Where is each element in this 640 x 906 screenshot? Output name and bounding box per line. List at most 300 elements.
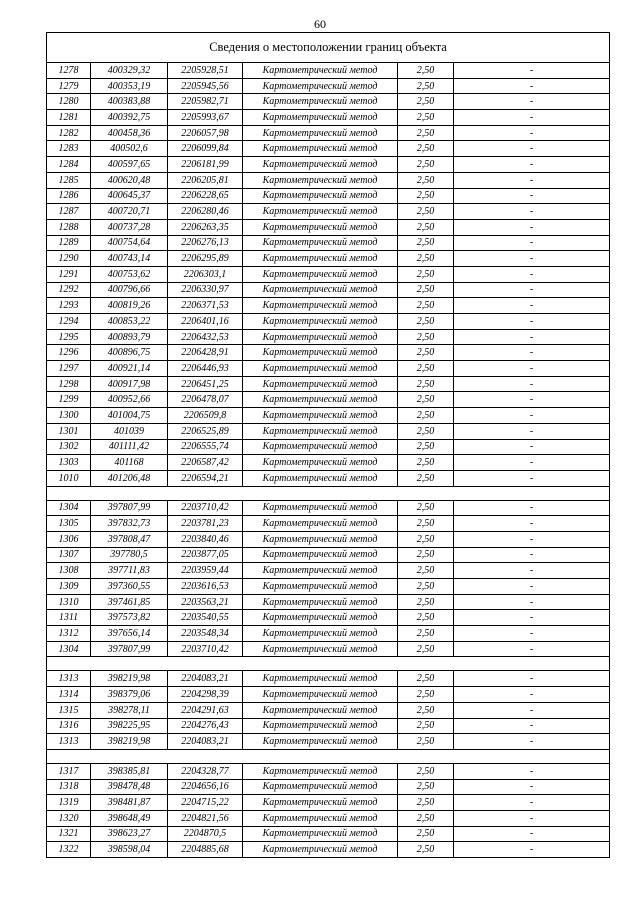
x-coordinate-cell: 398481,87	[91, 795, 168, 811]
point-number-cell: 1294	[47, 314, 91, 330]
table-row	[47, 779, 610, 795]
y-coordinate-cell: 2206509,8	[168, 408, 243, 424]
table-row	[47, 110, 610, 126]
method-cell: Картометрический метод	[243, 702, 398, 718]
precision-cell: 2,50	[398, 345, 454, 361]
table-row	[47, 810, 610, 826]
note-cell: -	[454, 547, 610, 563]
table-row	[47, 641, 610, 657]
y-coordinate-cell: 2206525,89	[168, 423, 243, 439]
point-number-cell: 1311	[47, 610, 91, 626]
point-number-cell: 1299	[47, 392, 91, 408]
note-cell: -	[454, 734, 610, 750]
point-number-cell: 1316	[47, 718, 91, 734]
note-cell: -	[454, 641, 610, 657]
x-coordinate-cell: 400392,75	[91, 110, 168, 126]
point-number-cell: 1313	[47, 671, 91, 687]
y-coordinate-cell: 2205928,51	[168, 63, 243, 79]
x-coordinate-cell: 400819,26	[91, 298, 168, 314]
y-coordinate-cell: 2203840,46	[168, 531, 243, 547]
x-coordinate-cell: 398598,04	[91, 842, 168, 858]
table-row	[47, 547, 610, 563]
point-number-cell: 1300	[47, 408, 91, 424]
method-cell: Картометрический метод	[243, 531, 398, 547]
x-coordinate-cell: 401168	[91, 455, 168, 471]
table-row	[47, 172, 610, 188]
table-row	[47, 63, 610, 79]
table-row	[47, 251, 610, 267]
point-number-cell: 1292	[47, 282, 91, 298]
method-cell: Картометрический метод	[243, 298, 398, 314]
x-coordinate-cell: 400917,98	[91, 376, 168, 392]
table-row	[47, 826, 610, 842]
method-cell: Картометрический метод	[243, 329, 398, 345]
x-coordinate-cell: 398225,95	[91, 718, 168, 734]
x-coordinate-cell: 397461,85	[91, 594, 168, 610]
y-coordinate-cell: 2204083,21	[168, 671, 243, 687]
note-cell: -	[454, 531, 610, 547]
x-coordinate-cell: 398219,98	[91, 734, 168, 750]
x-coordinate-cell: 400893,79	[91, 329, 168, 345]
y-coordinate-cell: 2206451,25	[168, 376, 243, 392]
precision-cell: 2,50	[398, 610, 454, 626]
note-cell: -	[454, 110, 610, 126]
point-number-cell: 1305	[47, 516, 91, 532]
x-coordinate-cell: 401111,42	[91, 439, 168, 455]
x-coordinate-cell: 401004,75	[91, 408, 168, 424]
method-cell: Картометрический метод	[243, 563, 398, 579]
note-cell: -	[454, 500, 610, 516]
x-coordinate-cell: 400645,37	[91, 188, 168, 204]
note-cell: -	[454, 314, 610, 330]
precision-cell: 2,50	[398, 626, 454, 642]
method-cell: Картометрический метод	[243, 172, 398, 188]
precision-cell: 2,50	[398, 204, 454, 220]
y-coordinate-cell: 2206594,21	[168, 470, 243, 486]
y-coordinate-cell: 2204276,43	[168, 718, 243, 734]
point-number-cell: 1278	[47, 63, 91, 79]
note-cell: -	[454, 361, 610, 377]
x-coordinate-cell: 400754,64	[91, 235, 168, 251]
precision-cell: 2,50	[398, 842, 454, 858]
precision-cell: 2,50	[398, 376, 454, 392]
method-cell: Картометрический метод	[243, 455, 398, 471]
method-cell: Картометрический метод	[243, 842, 398, 858]
method-cell: Картометрический метод	[243, 779, 398, 795]
note-cell: -	[454, 594, 610, 610]
table-row	[47, 734, 610, 750]
method-cell: Картометрический метод	[243, 594, 398, 610]
method-cell: Картометрический метод	[243, 687, 398, 703]
x-coordinate-cell: 398623,27	[91, 826, 168, 842]
y-coordinate-cell: 2206276,13	[168, 235, 243, 251]
method-cell: Картометрический метод	[243, 188, 398, 204]
precision-cell: 2,50	[398, 516, 454, 532]
precision-cell: 2,50	[398, 94, 454, 110]
point-number-cell: 1293	[47, 298, 91, 314]
method-cell: Картометрический метод	[243, 516, 398, 532]
table-row	[47, 266, 610, 282]
x-coordinate-cell: 400896,75	[91, 345, 168, 361]
x-coordinate-cell: 400329,32	[91, 63, 168, 79]
method-cell: Картометрический метод	[243, 204, 398, 220]
precision-cell: 2,50	[398, 455, 454, 471]
method-cell: Картометрический метод	[243, 266, 398, 282]
precision-cell: 2,50	[398, 63, 454, 79]
method-cell: Картометрический метод	[243, 610, 398, 626]
note-cell: -	[454, 516, 610, 532]
x-coordinate-cell: 400597,65	[91, 157, 168, 173]
x-coordinate-cell: 400383,88	[91, 94, 168, 110]
note-cell: -	[454, 298, 610, 314]
note-cell: -	[454, 204, 610, 220]
point-number-cell: 1289	[47, 235, 91, 251]
point-number-cell: 1288	[47, 219, 91, 235]
x-coordinate-cell: 397360,55	[91, 579, 168, 595]
table-row	[47, 298, 610, 314]
x-coordinate-cell: 400737,28	[91, 219, 168, 235]
note-cell: -	[454, 219, 610, 235]
table-row	[47, 125, 610, 141]
table-row	[47, 563, 610, 579]
method-cell: Картометрический метод	[243, 219, 398, 235]
point-number-cell: 1322	[47, 842, 91, 858]
page-number: 60	[314, 17, 326, 31]
method-cell: Картометрический метод	[243, 579, 398, 595]
precision-cell: 2,50	[398, 671, 454, 687]
note-cell: -	[454, 702, 610, 718]
note-cell: -	[454, 455, 610, 471]
precision-cell: 2,50	[398, 439, 454, 455]
table-row	[47, 219, 610, 235]
table-row	[47, 610, 610, 626]
point-number-cell: 1304	[47, 500, 91, 516]
table-row	[47, 188, 610, 204]
note-cell: -	[454, 563, 610, 579]
x-coordinate-cell: 398478,48	[91, 779, 168, 795]
method-cell: Картометрический метод	[243, 826, 398, 842]
note-cell: -	[454, 810, 610, 826]
precision-cell: 2,50	[398, 702, 454, 718]
note-cell: -	[454, 826, 610, 842]
point-number-cell: 1290	[47, 251, 91, 267]
y-coordinate-cell: 2203540,55	[168, 610, 243, 626]
note-cell: -	[454, 157, 610, 173]
note-cell: -	[454, 251, 610, 267]
x-coordinate-cell: 400796,66	[91, 282, 168, 298]
note-cell: -	[454, 78, 610, 94]
table-row	[47, 594, 610, 610]
precision-cell: 2,50	[398, 810, 454, 826]
method-cell: Картометрический метод	[243, 795, 398, 811]
y-coordinate-cell: 2203959,44	[168, 563, 243, 579]
point-number-cell: 1291	[47, 266, 91, 282]
table-row	[47, 687, 610, 703]
y-coordinate-cell: 2206280,46	[168, 204, 243, 220]
method-cell: Картометрический метод	[243, 157, 398, 173]
method-cell: Картометрический метод	[243, 141, 398, 157]
method-cell: Картометрический метод	[243, 94, 398, 110]
point-number-cell: 1287	[47, 204, 91, 220]
x-coordinate-cell: 397656,14	[91, 626, 168, 642]
x-coordinate-cell: 400952,66	[91, 392, 168, 408]
precision-cell: 2,50	[398, 266, 454, 282]
y-coordinate-cell: 2206057,98	[168, 125, 243, 141]
table-row	[47, 763, 610, 779]
x-coordinate-cell: 400753,62	[91, 266, 168, 282]
point-number-cell: 1309	[47, 579, 91, 595]
x-coordinate-cell: 397832,73	[91, 516, 168, 532]
x-coordinate-cell: 397573,82	[91, 610, 168, 626]
note-cell: -	[454, 842, 610, 858]
table-row	[47, 470, 610, 486]
precision-cell: 2,50	[398, 547, 454, 563]
point-number-cell: 1312	[47, 626, 91, 642]
method-cell: Картометрический метод	[243, 763, 398, 779]
method-cell: Картометрический метод	[243, 251, 398, 267]
x-coordinate-cell: 398278,11	[91, 702, 168, 718]
method-cell: Картометрический метод	[243, 470, 398, 486]
method-cell: Картометрический метод	[243, 63, 398, 79]
note-cell: -	[454, 188, 610, 204]
point-number-cell: 1295	[47, 329, 91, 345]
note-cell: -	[454, 408, 610, 424]
point-number-cell: 1298	[47, 376, 91, 392]
method-cell: Картометрический метод	[243, 78, 398, 94]
x-coordinate-cell: 398385,81	[91, 763, 168, 779]
table-row	[47, 408, 610, 424]
precision-cell: 2,50	[398, 141, 454, 157]
note-cell: -	[454, 329, 610, 345]
y-coordinate-cell: 2206446,93	[168, 361, 243, 377]
precision-cell: 2,50	[398, 763, 454, 779]
method-cell: Картометрический метод	[243, 314, 398, 330]
table-row	[47, 141, 610, 157]
x-coordinate-cell: 400458,36	[91, 125, 168, 141]
x-coordinate-cell: 397711,83	[91, 563, 168, 579]
precision-cell: 2,50	[398, 329, 454, 345]
table-row	[47, 361, 610, 377]
point-number-cell: 1318	[47, 779, 91, 795]
point-number-cell: 1304	[47, 641, 91, 657]
method-cell: Картометрический метод	[243, 641, 398, 657]
table-row	[47, 204, 610, 220]
note-cell: -	[454, 172, 610, 188]
table-row	[47, 531, 610, 547]
y-coordinate-cell: 2204298,39	[168, 687, 243, 703]
point-number-cell: 1301	[47, 423, 91, 439]
table-row	[47, 423, 610, 439]
method-cell: Картометрический метод	[243, 376, 398, 392]
y-coordinate-cell: 2206303,1	[168, 266, 243, 282]
method-cell: Картометрический метод	[243, 500, 398, 516]
table-row	[47, 718, 610, 734]
table-row	[47, 702, 610, 718]
y-coordinate-cell: 2206478,07	[168, 392, 243, 408]
precision-cell: 2,50	[398, 579, 454, 595]
boundary-coordinates-table	[46, 32, 610, 858]
method-cell: Картометрический метод	[243, 547, 398, 563]
y-coordinate-cell: 2206432,53	[168, 329, 243, 345]
note-cell: -	[454, 282, 610, 298]
point-number-cell: 1279	[47, 78, 91, 94]
y-coordinate-cell: 2206587,42	[168, 455, 243, 471]
y-coordinate-cell: 2206263,35	[168, 219, 243, 235]
group-separator-row	[47, 749, 610, 763]
x-coordinate-cell: 397780,5	[91, 547, 168, 563]
point-number-cell: 1282	[47, 125, 91, 141]
y-coordinate-cell: 2204885,68	[168, 842, 243, 858]
method-cell: Картометрический метод	[243, 361, 398, 377]
y-coordinate-cell: 2203710,42	[168, 500, 243, 516]
table-row	[47, 78, 610, 94]
note-cell: -	[454, 235, 610, 251]
group-separator-cell	[47, 486, 610, 500]
x-coordinate-cell: 398219,98	[91, 671, 168, 687]
x-coordinate-cell: 398379,06	[91, 687, 168, 703]
note-cell: -	[454, 141, 610, 157]
note-cell: -	[454, 610, 610, 626]
note-cell: -	[454, 626, 610, 642]
x-coordinate-cell: 398648,49	[91, 810, 168, 826]
x-coordinate-cell: 400502,6	[91, 141, 168, 157]
precision-cell: 2,50	[398, 125, 454, 141]
precision-cell: 2,50	[398, 392, 454, 408]
method-cell: Картометрический метод	[243, 110, 398, 126]
y-coordinate-cell: 2204328,77	[168, 763, 243, 779]
point-number-cell: 1317	[47, 763, 91, 779]
precision-cell: 2,50	[398, 172, 454, 188]
precision-cell: 2,50	[398, 423, 454, 439]
y-coordinate-cell: 2205993,67	[168, 110, 243, 126]
point-number-cell: 1296	[47, 345, 91, 361]
y-coordinate-cell: 2204870,5	[168, 826, 243, 842]
x-coordinate-cell: 397807,99	[91, 500, 168, 516]
note-cell: -	[454, 779, 610, 795]
table-row	[47, 235, 610, 251]
point-number-cell: 1281	[47, 110, 91, 126]
method-cell: Картометрический метод	[243, 671, 398, 687]
point-number-cell: 1302	[47, 439, 91, 455]
group-separator-cell	[47, 749, 610, 763]
method-cell: Картометрический метод	[243, 125, 398, 141]
table-title-row	[47, 33, 610, 63]
point-number-cell: 1314	[47, 687, 91, 703]
method-cell: Картометрический метод	[243, 439, 398, 455]
y-coordinate-cell: 2203616,53	[168, 579, 243, 595]
y-coordinate-cell: 2203548,34	[168, 626, 243, 642]
precision-cell: 2,50	[398, 219, 454, 235]
x-coordinate-cell: 400620,48	[91, 172, 168, 188]
method-cell: Картометрический метод	[243, 810, 398, 826]
note-cell: -	[454, 763, 610, 779]
table-row	[47, 345, 610, 361]
point-number-cell: 1320	[47, 810, 91, 826]
precision-cell: 2,50	[398, 361, 454, 377]
y-coordinate-cell: 2205982,71	[168, 94, 243, 110]
point-number-cell: 1319	[47, 795, 91, 811]
point-number-cell: 1285	[47, 172, 91, 188]
precision-cell: 2,50	[398, 563, 454, 579]
table-row	[47, 439, 610, 455]
method-cell: Картометрический метод	[243, 282, 398, 298]
precision-cell: 2,50	[398, 718, 454, 734]
note-cell: -	[454, 795, 610, 811]
precision-cell: 2,50	[398, 734, 454, 750]
x-coordinate-cell: 400743,14	[91, 251, 168, 267]
point-number-cell: 1310	[47, 594, 91, 610]
precision-cell: 2,50	[398, 594, 454, 610]
y-coordinate-cell: 2203710,42	[168, 641, 243, 657]
precision-cell: 2,50	[398, 641, 454, 657]
table-row	[47, 500, 610, 516]
x-coordinate-cell: 400720,71	[91, 204, 168, 220]
table-row	[47, 579, 610, 595]
precision-cell: 2,50	[398, 188, 454, 204]
table-row	[47, 516, 610, 532]
method-cell: Картометрический метод	[243, 734, 398, 750]
point-number-cell: 1313	[47, 734, 91, 750]
y-coordinate-cell: 2206205,81	[168, 172, 243, 188]
precision-cell: 2,50	[398, 531, 454, 547]
table-row	[47, 376, 610, 392]
y-coordinate-cell: 2206555,74	[168, 439, 243, 455]
table-row	[47, 157, 610, 173]
precision-cell: 2,50	[398, 78, 454, 94]
note-cell: -	[454, 345, 610, 361]
precision-cell: 2,50	[398, 408, 454, 424]
table-row	[47, 329, 610, 345]
precision-cell: 2,50	[398, 779, 454, 795]
y-coordinate-cell: 2206428,91	[168, 345, 243, 361]
y-coordinate-cell: 2203563,21	[168, 594, 243, 610]
method-cell: Картометрический метод	[243, 718, 398, 734]
note-cell: -	[454, 671, 610, 687]
point-number-cell: 1303	[47, 455, 91, 471]
precision-cell: 2,50	[398, 826, 454, 842]
note-cell: -	[454, 94, 610, 110]
precision-cell: 2,50	[398, 795, 454, 811]
x-coordinate-cell: 401206,48	[91, 470, 168, 486]
y-coordinate-cell: 2206330,97	[168, 282, 243, 298]
note-cell: -	[454, 392, 610, 408]
table-row	[47, 94, 610, 110]
y-coordinate-cell: 2206401,16	[168, 314, 243, 330]
x-coordinate-cell: 397808,47	[91, 531, 168, 547]
point-number-cell: 1280	[47, 94, 91, 110]
note-cell: -	[454, 470, 610, 486]
precision-cell: 2,50	[398, 470, 454, 486]
y-coordinate-cell: 2204821,56	[168, 810, 243, 826]
x-coordinate-cell: 397807,99	[91, 641, 168, 657]
point-number-cell: 1321	[47, 826, 91, 842]
precision-cell: 2,50	[398, 500, 454, 516]
y-coordinate-cell: 2206181,99	[168, 157, 243, 173]
table-row	[47, 314, 610, 330]
method-cell: Картометрический метод	[243, 408, 398, 424]
x-coordinate-cell: 400921,14	[91, 361, 168, 377]
x-coordinate-cell: 400353,19	[91, 78, 168, 94]
note-cell: -	[454, 579, 610, 595]
table-title: Сведения о местоположении границ объекта	[47, 33, 610, 63]
note-cell: -	[454, 718, 610, 734]
x-coordinate-cell: 401039	[91, 423, 168, 439]
precision-cell: 2,50	[398, 282, 454, 298]
y-coordinate-cell: 2203877,05	[168, 547, 243, 563]
method-cell: Картометрический метод	[243, 423, 398, 439]
precision-cell: 2,50	[398, 314, 454, 330]
y-coordinate-cell: 2204715,22	[168, 795, 243, 811]
